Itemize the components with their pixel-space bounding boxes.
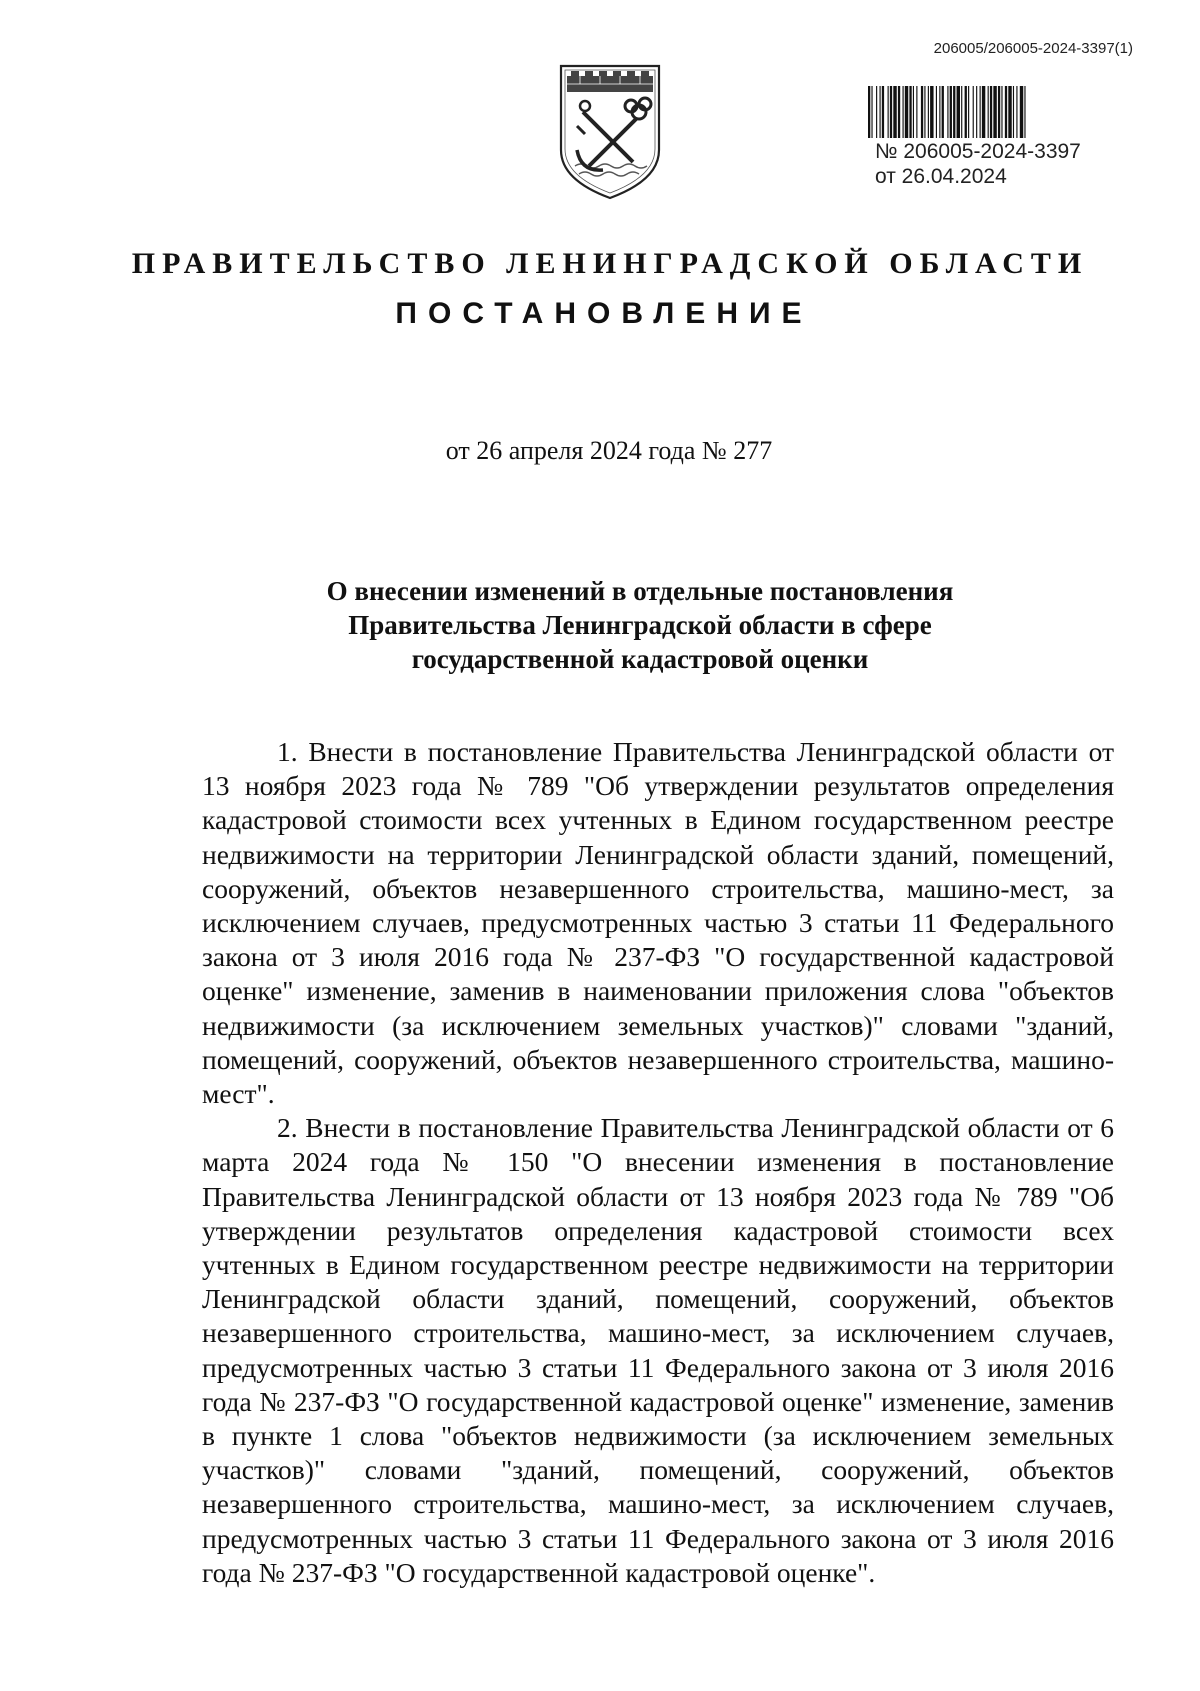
barcode-bar xyxy=(936,86,937,138)
barcode-bar xyxy=(965,86,967,138)
barcode-bar xyxy=(1008,86,1011,138)
barcode-bar xyxy=(980,86,981,138)
barcode-bar xyxy=(909,86,911,138)
barcode-bar xyxy=(916,86,917,138)
barcode-bar xyxy=(921,86,923,138)
barcode-bar xyxy=(968,86,969,138)
barcode-bar xyxy=(976,86,977,138)
barcode-bar xyxy=(939,86,940,138)
barcode-bar xyxy=(973,86,974,138)
barcode-bar xyxy=(990,86,992,138)
barcode-bar xyxy=(898,86,900,138)
barcode-bar xyxy=(947,86,948,138)
barcode-bar xyxy=(1016,86,1017,138)
barcode-bar xyxy=(890,86,892,138)
barcode-bar xyxy=(1013,86,1014,138)
barcode-bar xyxy=(928,86,929,138)
barcode-bar xyxy=(888,86,889,138)
government-title: ПРАВИТЕЛЬСТВО ЛЕНИНГРАДСКОЙ ОБЛАСТИ xyxy=(131,247,1089,280)
barcode-bar xyxy=(942,86,944,138)
registration-number: № 206005-2024-3397 xyxy=(875,140,1081,163)
barcode-bar xyxy=(988,86,989,138)
barcode-bar xyxy=(998,86,1000,138)
decree-date-number: от 26 апреля 2024 года № 277 xyxy=(445,436,773,465)
barcode-bar xyxy=(957,86,960,138)
barcode-bar xyxy=(876,86,877,138)
barcode-bar xyxy=(982,86,985,138)
barcode-bar xyxy=(993,86,996,138)
coat-of-arms-icon xyxy=(555,62,665,202)
barcode-bar xyxy=(953,86,955,138)
barcode-bar xyxy=(961,86,962,138)
barcode-bar xyxy=(1020,86,1023,138)
barcode-bar xyxy=(893,86,896,138)
decree-subject: О внесении изменений в отдельные постановления Правительства Ленинградской области в сфере государственной кадастровой оценки xyxy=(326,576,954,674)
paragraph-1: 1. Внести в постановление Правительства Ленинградской области от 13 ноября 2023 года № 789 "Об утверждении результатов определения кадастровой стоимости всех учтенных в Едином государственном реестре недвижимости на территории Ленинградской области зданий, помещений, сооружений, объектов незавершенного строительства, машино-мест, за исключением случаев, предусмотренных частью 3 статьи 11 Федерального закона от 3 июля 2016 года № 237-ФЗ "О государственной кадастровой оценке" изменение, заменив в наименовании приложения слова "объектов недвижимости (за исключением земельных участков)" словами "зданий, помещений, сооружений, объектов незавершенного строительства, машино-мест". xyxy=(202,736,1114,1110)
barcode-bar xyxy=(1024,86,1025,138)
registration-date: от 26.04.2024 xyxy=(875,165,1007,188)
barcode-bar xyxy=(930,86,933,138)
barcode-bar xyxy=(913,86,914,138)
barcode-bar xyxy=(1001,86,1002,138)
barcode-bar xyxy=(868,86,870,138)
barcode-bar xyxy=(950,86,952,138)
barcode-bar xyxy=(924,86,925,138)
barcode-icon xyxy=(868,86,1124,138)
document-reference: 206005/206005-2024-3397(1) xyxy=(933,40,1133,57)
barcode-bar xyxy=(1005,86,1007,138)
barcode-bar xyxy=(903,86,904,138)
decree-title: ПОСТАНОВЛЕНИЕ xyxy=(395,297,813,330)
barcode-bar xyxy=(880,86,881,138)
decree-body xyxy=(202,735,1114,1590)
barcode-bar xyxy=(905,86,908,138)
barcode-bar xyxy=(871,86,872,138)
paragraph-2: 2. Внести в постановление Правительства Ленинградской области от 6 марта 2024 года № 150 "О внесении изменения в постановление Правительства Ленинградской области от 13 ноября 2023 года № 789 "Об утверждении результатов определения кадастровой стоимости всех учтенных в Едином государственном реестре недвижимости на территории Ленинградской области зданий, помещений, сооружений, объектов незавершенного строительства, машино-мест, за исключением случаев, предусмотренных частью 3 статьи 11 Федерального закона от 3 июля 2016 года № 237-ФЗ "О государственной кадастровой оценке" изменение, заменив в пункте 1 слова "объектов недвижимости (за исключением земельных участков)" словами "зданий, помещений, сооружений, объектов незавершенного строительства, машино-мест, за исключением случаев, предусмотренных частью 3 статьи 11 Федерального закона от 3 июля 2016 года № 237-ФЗ "О государственной кадастровой оценке". xyxy=(202,1112,1114,1588)
barcode-bar xyxy=(882,86,884,138)
